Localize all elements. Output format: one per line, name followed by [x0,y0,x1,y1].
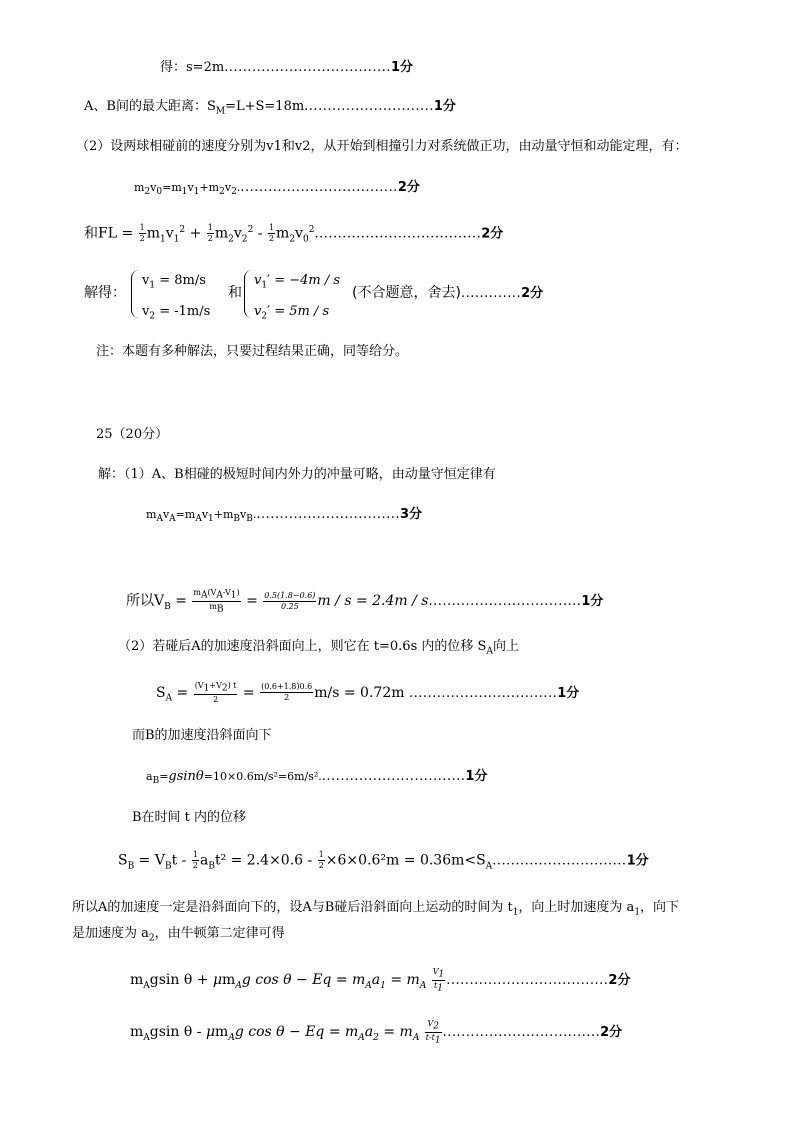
fraction [194,681,238,705]
sub: 1 [193,187,200,198]
text: B在时间 t 内的位移 [132,810,247,825]
v: v [233,225,242,242]
sub: A [143,1032,150,1043]
sub: A [365,980,372,991]
text: =L+S=18m [225,99,305,114]
t: gsin θ - [149,1024,202,1041]
v: v [165,225,174,242]
sub: 1 [181,187,188,198]
and: 和 [228,285,242,301]
score: 2分 [521,286,544,301]
sub: A [195,514,202,525]
system-2 [254,268,340,329]
subscript: M [215,106,226,117]
lead: S [118,852,128,869]
score: 1分 [465,769,488,784]
sub: 1 [160,234,166,245]
sub: B [217,604,224,615]
line-16 [132,808,246,828]
t: t - [171,852,187,869]
plus: +m [199,181,220,194]
v: v [142,303,150,319]
score: 2分 [600,1025,623,1041]
v: v [187,181,194,194]
t: g cos θ − Eq = m [234,1024,359,1041]
value: = −4m / s [274,273,341,288]
line-21 [130,1019,622,1048]
sub: 2 [149,311,156,322]
sub: A [228,1032,235,1043]
text: A、B间的最大距离：S [84,99,216,114]
den: 2 [192,861,198,870]
den: 2 [318,861,324,870]
m: m [193,588,201,597]
sup: 2 [179,225,186,235]
a: a [371,972,381,989]
note: (不合题意，舍去) [352,285,461,301]
sub: 0 [156,187,163,198]
fraction [260,682,313,703]
leader-dots: ............................... [321,769,466,784]
den: 0.25 [280,601,299,611]
dot: . [236,181,241,194]
den: 2 [268,234,275,244]
v: v [142,273,150,288]
v: v [162,508,170,521]
num: 1 [207,223,213,233]
score: 1分 [433,99,456,114]
line-3 [76,137,688,157]
line-12 [118,637,519,662]
sub: A [235,980,242,991]
sub: 2 [231,187,237,198]
fraction [192,588,240,614]
m: m [146,225,161,242]
v: V [427,1019,434,1028]
sub: 1 [149,280,156,291]
line-10 [146,505,422,529]
lead: S [156,684,166,701]
sub: A [143,980,150,991]
score: 2分 [481,226,504,242]
m: m [222,972,236,989]
v: v [150,181,157,194]
text: 所以A的加速度一定是沿斜面向下的，设A与B碰后沿斜面向上运动的时间为 t [72,900,513,915]
text: ，由牛顿第二定律可得 [154,926,285,941]
line-19 [72,924,285,949]
leader-dots: .................................... [224,60,391,75]
den: 2 [213,694,219,704]
text: 是加速度为 a [72,926,149,941]
t: -V [222,588,231,597]
line-11: 所以$V_B$ = $\frac{m_A(V_A-V_1)}{m_B}$ = $\frac{0.5(1.8-0.6)}{0.25}$ m / s = 2.4m / s.................................1分 [126,588,604,615]
sub: B [208,861,215,872]
num [194,681,238,695]
m: m [214,225,229,242]
line-17 [118,850,649,876]
line-4 [134,178,420,202]
line-18 [72,898,679,923]
lead: 和FL = [84,225,134,242]
v: v [240,508,247,521]
sub: 0 [302,234,309,245]
plus: +m [213,508,234,521]
v: v [254,273,262,288]
t: g cos θ − Eq = m [241,972,366,989]
line-6-and [228,283,242,303]
sub: 1 [203,683,210,694]
question-header: 25（20分） [96,427,169,442]
sub: B [164,861,172,872]
sub: 2 [228,234,234,245]
num: 1 [318,850,324,859]
score: 3分 [400,507,423,522]
eq-v2 [142,299,210,330]
score: 1分 [581,594,604,610]
sub: 1 [434,1035,441,1046]
line-20 [130,967,630,996]
sub: 1 [634,907,641,918]
eq-v1 [142,268,210,299]
line-15 [146,767,487,791]
sub: 2 [241,234,248,245]
sub: A [200,590,208,601]
line-5 [84,220,503,249]
sub: A [169,514,176,525]
leader-dots: .................................... [314,226,482,242]
t: +V [209,681,222,690]
sub: 1 [512,907,519,918]
sub: A [412,1032,420,1043]
eq: = m [383,1024,413,1041]
text: ，向上时加速度为 a [518,900,635,915]
text: ，向下 [640,900,680,915]
num: 1 [268,223,275,233]
sub: 1 [208,514,214,525]
text: （2）设两球相碰前的速度分别为v1和v2，从开始到相撞引力对系统做正功，由动量守恒和动能定理，有： [76,139,688,154]
plus: + [189,225,202,242]
sub: 1 [437,983,443,994]
sub: B [233,514,241,525]
score: 2分 [608,973,631,989]
text: 向上 [492,639,519,654]
lead: 解得： [84,285,126,301]
m: m [215,1024,229,1041]
sub: B [152,776,160,787]
eq: = m [390,972,420,989]
num [425,1019,442,1033]
eq: =m [175,508,196,521]
leader-dots: ............................ [304,99,434,114]
leader-dots: ............. [460,286,522,301]
t: (V [207,588,217,597]
t: t² = 2.4×0.6 - [214,852,313,869]
sub: A [156,514,163,525]
sub: B [246,514,253,525]
line-9 [98,465,496,485]
t: ) [236,588,240,597]
value: = 8m/s [159,273,206,288]
minus: - [257,225,263,242]
sub: 1 [230,590,237,601]
line-6-lead [84,283,126,303]
t: ) t [227,681,237,690]
unit: m / s = 2.4m / s [317,593,429,610]
eq: = V [138,852,165,869]
m: m [134,181,145,194]
value: = -1m/s [159,303,211,319]
line-7 [96,342,408,362]
text: （2）若碰后A的加速度沿斜面向上，则它在 t=0.6s 内的位移 S [118,639,487,654]
v: v [224,181,232,194]
text: 解：（1）A、B相碰的极短时间内外力的冲量可略，由动量守恒定律有 [98,467,496,482]
mu: μ [205,1024,216,1041]
leader-dots: ................................. [428,594,582,610]
v: v [201,508,209,521]
num [192,588,240,602]
fraction [263,591,316,612]
line-6-note [352,283,543,304]
line-2 [84,97,456,122]
sub: 1 [380,980,386,991]
sub: B [164,601,171,612]
dot: . [252,508,257,521]
rest: ×6×0.6²m = 0.36m<S [325,852,486,869]
sub: A [358,1032,365,1043]
eq: = [159,770,169,783]
sub: 2 [219,187,225,198]
den [425,1033,442,1046]
leader-dots: .................................. [442,1025,601,1041]
line-8 [96,425,168,445]
text: 得：s=2m [160,60,225,75]
tail: m/s = 0.72m [314,684,405,701]
den [192,602,240,615]
num: 1 [192,850,198,859]
score: 2分 [397,180,420,195]
m: m [130,1024,144,1041]
eq: =m [162,181,182,194]
sub: A [216,590,223,601]
sub: 1 [173,234,180,245]
sub: A [486,646,493,657]
fraction [432,967,446,993]
fraction [207,223,214,244]
sub: A [485,861,493,872]
eq-v2-prime: $v_2' = 5m / s$ [254,303,330,322]
num: 1 [139,223,145,233]
a: a [146,770,153,783]
sub: 2 [148,933,155,944]
score: 1分 [390,60,413,75]
m: m [209,601,217,611]
fraction [139,223,146,244]
leader-dots: .................................. [240,180,398,195]
sub: A [419,980,427,991]
sub: 2 [433,1021,439,1032]
brace-left [131,270,142,318]
note: 注：本题有多种解法，只要过程结果正确，同等给分。 [96,344,409,359]
sub: 2 [144,187,151,198]
sub: 2 [289,234,296,245]
sup: 2 [308,225,315,235]
sup: 2 [247,225,254,235]
g: gsinθ [168,769,204,784]
line-1 [160,58,413,78]
text: 而B的加速度沿斜面向下 [132,728,272,743]
sub: 2 [221,683,228,694]
den [432,981,446,994]
value: = 5m / s [274,303,330,319]
fraction [425,1019,442,1045]
leader-dots: ................................ [408,685,558,701]
system-1 [142,268,210,329]
mu: μ [212,972,223,989]
score: 1分 [557,685,580,701]
t: gsin θ + [149,972,209,989]
t: (V [194,681,204,690]
a: a [199,852,209,869]
v: V [432,967,439,976]
num: 0.5(1.8−0.6) [264,590,316,600]
den: 2 [139,234,145,244]
v: v [295,225,303,242]
a: a [364,1024,374,1041]
num: (0.6+1.8)0.6 [261,682,313,692]
rest: =10×0.6m/s²=6m/s². [203,770,322,783]
sub: A [165,693,173,704]
leader-dots: ................................... [446,973,609,989]
m: m [146,508,157,521]
sub: 1 [438,969,445,980]
lead: 所以V [126,593,165,610]
t: t-t [425,1032,435,1042]
fraction [318,850,325,871]
v: v [254,303,262,319]
fraction [192,850,199,871]
m: m [130,972,144,989]
sub: 1 [261,280,268,291]
m: m [276,225,290,242]
line-14 [132,726,272,746]
sub: 2 [261,311,268,322]
den: 2 [284,693,290,703]
score: 1分 [626,853,649,869]
leader-dots: ............................. [492,853,627,869]
t: t [434,980,438,990]
sub: B [127,861,135,872]
eq-v1-prime: $v_1' = -4m / s$ [254,273,341,291]
sub: 2 [373,1032,379,1043]
leader-dots: ............................... [256,507,400,522]
num [432,967,446,981]
den: 2 [207,234,213,244]
fraction [268,223,275,244]
line-13: $S_A$ = $\frac{(V_1+V_2) t}{2}$ = $\frac{(0.6+1.8)0.6}{2}$ m/s = 0.72m ................................1分 [156,681,580,704]
